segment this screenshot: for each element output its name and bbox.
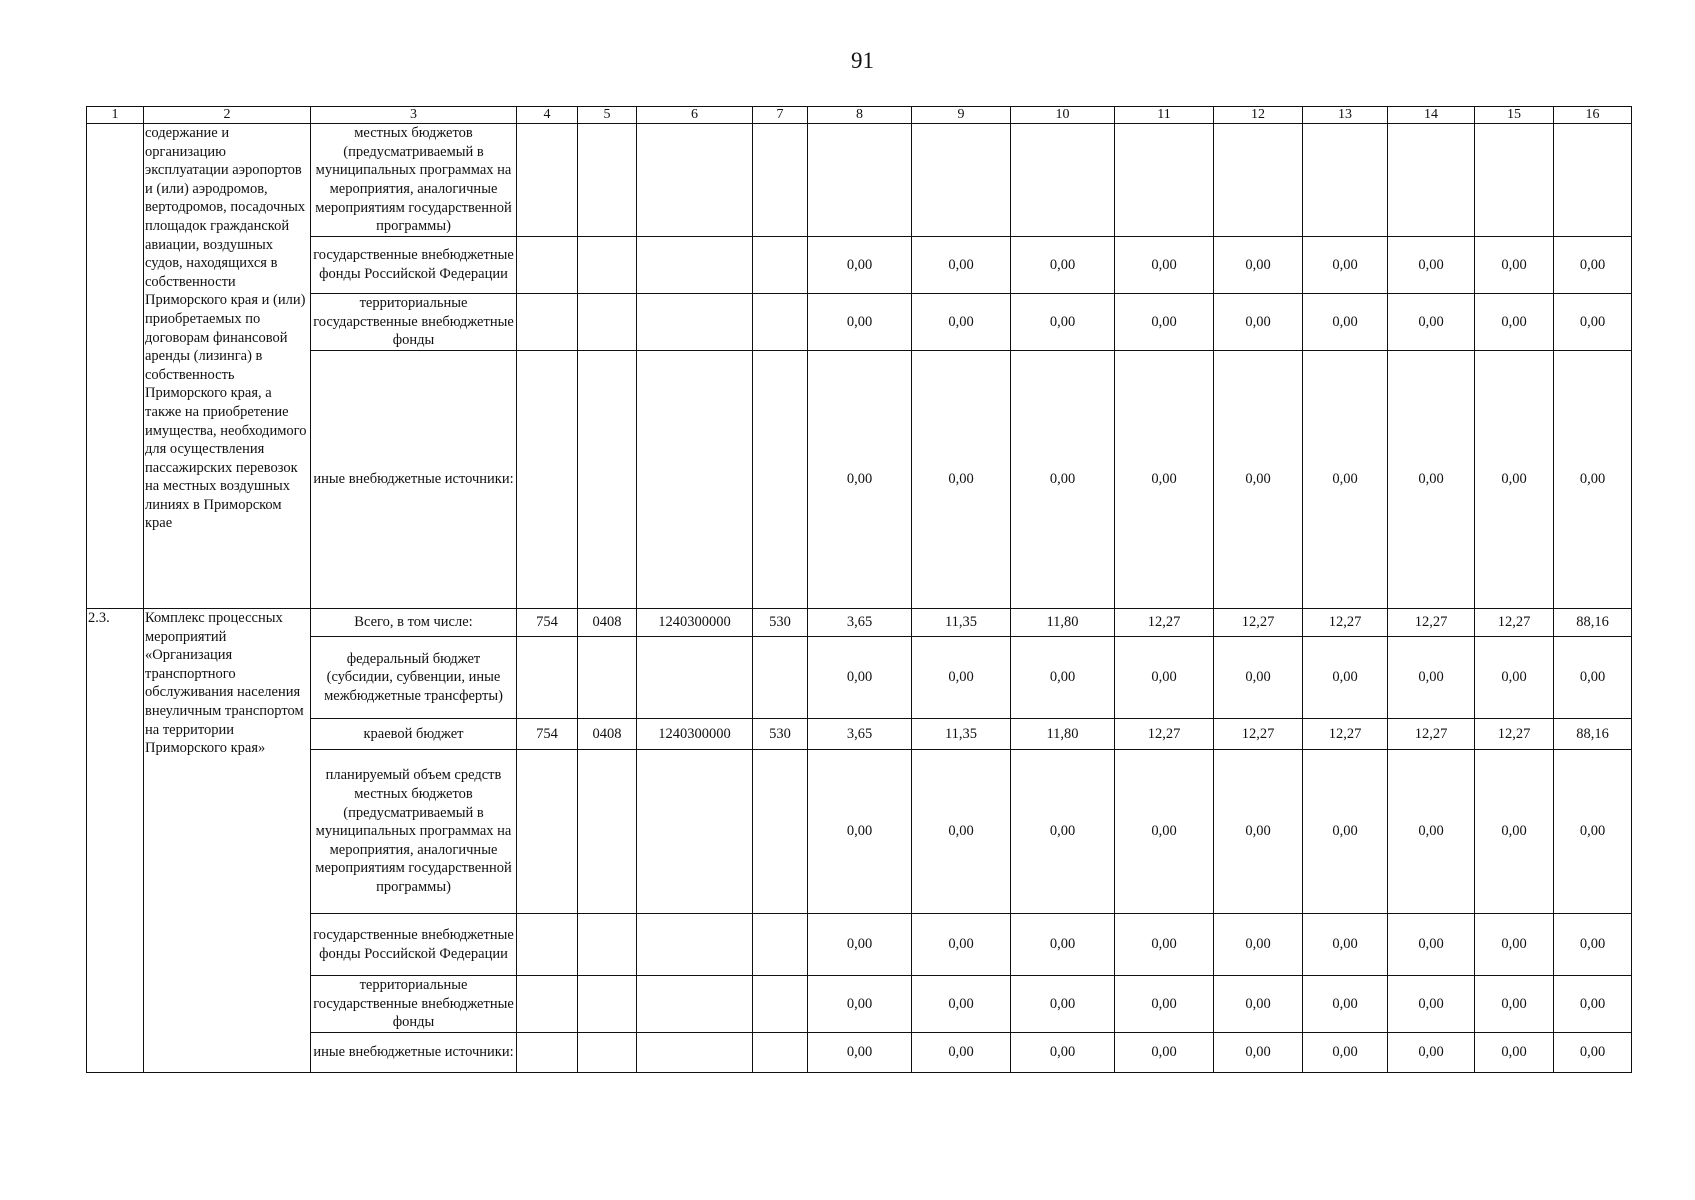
funding-source: планируемый объем средств местных бюджетов (предусматриваемый в муниципальных программах на мероприятия, аналогичные мероприятиям государственной программы) — [311, 750, 517, 914]
amount-cell: 0,00 — [1475, 637, 1554, 719]
amount-cell: 0,00 — [1388, 976, 1475, 1033]
column-header: 8 — [808, 107, 912, 124]
code-cell: 1240300000 — [637, 719, 753, 750]
row-number: 2.3. — [87, 609, 144, 1073]
amount-cell: 0,00 — [1214, 351, 1303, 609]
amount-cell: 0,00 — [1388, 637, 1475, 719]
column-header: 14 — [1388, 107, 1475, 124]
code-cell: 754 — [517, 609, 578, 637]
amount-cell: 0,00 — [1214, 637, 1303, 719]
code-cell — [578, 750, 637, 914]
code-cell: 0408 — [578, 609, 637, 637]
amount-cell: 0,00 — [1303, 976, 1388, 1033]
amount-cell: 0,00 — [1115, 914, 1214, 976]
amount-cell: 0,00 — [1303, 351, 1388, 609]
amount-cell: 0,00 — [1011, 976, 1115, 1033]
amount-cell — [1388, 124, 1475, 237]
amount-cell: 0,00 — [1388, 750, 1475, 914]
column-header: 10 — [1011, 107, 1115, 124]
amount-cell: 0,00 — [1115, 351, 1214, 609]
column-header: 9 — [912, 107, 1011, 124]
code-cell — [578, 637, 637, 719]
table-row — [87, 637, 1632, 719]
code-cell — [753, 976, 808, 1033]
amount-cell: 0,00 — [1011, 750, 1115, 914]
amount-cell: 0,00 — [1011, 637, 1115, 719]
amount-cell: 12,27 — [1303, 609, 1388, 637]
code-cell — [578, 294, 637, 351]
column-header: 16 — [1554, 107, 1632, 124]
column-header: 6 — [637, 107, 753, 124]
amount-cell: 3,65 — [808, 609, 912, 637]
amount-cell: 0,00 — [1388, 294, 1475, 351]
code-cell — [637, 124, 753, 237]
amount-cell: 0,00 — [1115, 294, 1214, 351]
amount-cell: 0,00 — [1115, 750, 1214, 914]
code-cell — [753, 124, 808, 237]
code-cell — [753, 750, 808, 914]
activity-name: содержание и организацию эксплуатации аэропортов и (или) аэродромов, вертодромов, посадочных площадок гражданской авиации, воздушных судов, находящихся в собственности Приморского края и (или) приобретаемых по договорам финансовой аренды (лизинга) в собственность Приморского края, а также на приобретение имущества, необходимого для осуществления пассажирских перевозок на местных воздушных линиях в Приморском крае — [144, 124, 311, 609]
funding-source: иные внебюджетные источники: — [311, 1032, 517, 1072]
table-row — [87, 719, 1632, 750]
funding-source: Всего, в том числе: — [311, 609, 517, 637]
amount-cell: 12,27 — [1214, 719, 1303, 750]
table-row — [87, 976, 1632, 1033]
amount-cell: 0,00 — [1011, 294, 1115, 351]
table-row — [87, 609, 1632, 637]
column-header: 5 — [578, 107, 637, 124]
amount-cell: 0,00 — [1115, 976, 1214, 1033]
table-row — [87, 351, 1632, 609]
amount-cell: 0,00 — [808, 237, 912, 294]
amount-cell — [1115, 124, 1214, 237]
amount-cell: 11,80 — [1011, 719, 1115, 750]
amount-cell: 0,00 — [1011, 1032, 1115, 1072]
amount-cell: 0,00 — [912, 976, 1011, 1033]
amount-cell: 0,00 — [1214, 294, 1303, 351]
code-cell — [753, 914, 808, 976]
funding-source: иные внебюджетные источники: — [311, 351, 517, 609]
amount-cell — [1011, 124, 1115, 237]
amount-cell: 0,00 — [1475, 351, 1554, 609]
amount-cell: 11,35 — [912, 719, 1011, 750]
amount-cell: 0,00 — [1554, 237, 1632, 294]
amount-cell — [1554, 124, 1632, 237]
amount-cell: 0,00 — [1214, 237, 1303, 294]
table-row — [87, 124, 1632, 237]
amount-cell: 0,00 — [1554, 294, 1632, 351]
amount-cell: 0,00 — [1388, 351, 1475, 609]
funding-source: государственные внебюджетные фонды Российской Федерации — [311, 914, 517, 976]
amount-cell: 0,00 — [1388, 914, 1475, 976]
code-cell: 1240300000 — [637, 609, 753, 637]
code-cell — [517, 237, 578, 294]
code-cell — [637, 237, 753, 294]
amount-cell: 0,00 — [912, 1032, 1011, 1072]
amount-cell: 12,27 — [1475, 609, 1554, 637]
amount-cell: 0,00 — [1011, 237, 1115, 294]
code-cell — [637, 750, 753, 914]
table-row — [87, 1032, 1632, 1072]
column-header: 3 — [311, 107, 517, 124]
column-header: 12 — [1214, 107, 1303, 124]
amount-cell: 3,65 — [808, 719, 912, 750]
amount-cell: 0,00 — [1011, 351, 1115, 609]
code-cell: 754 — [517, 719, 578, 750]
amount-cell: 88,16 — [1554, 719, 1632, 750]
amount-cell: 88,16 — [1554, 609, 1632, 637]
funding-source: территориальные государственные внебюджетные фонды — [311, 976, 517, 1033]
amount-cell: 0,00 — [1214, 1032, 1303, 1072]
code-cell — [637, 637, 753, 719]
amount-cell: 0,00 — [1303, 637, 1388, 719]
amount-cell: 0,00 — [1115, 1032, 1214, 1072]
amount-cell: 0,00 — [912, 637, 1011, 719]
amount-cell: 0,00 — [912, 351, 1011, 609]
amount-cell: 0,00 — [1388, 237, 1475, 294]
code-cell — [578, 976, 637, 1033]
amount-cell: 0,00 — [808, 294, 912, 351]
code-cell — [517, 351, 578, 609]
amount-cell: 0,00 — [1554, 1032, 1632, 1072]
amount-cell: 0,00 — [808, 637, 912, 719]
code-cell — [517, 750, 578, 914]
page-number: 91 — [851, 48, 874, 73]
amount-cell: 0,00 — [808, 1032, 912, 1072]
column-header: 13 — [1303, 107, 1388, 124]
code-cell — [753, 1032, 808, 1072]
code-cell — [637, 914, 753, 976]
amount-cell: 12,27 — [1115, 719, 1214, 750]
budget-table — [86, 106, 1632, 1073]
funding-source: государственные внебюджетные фонды Российской Федерации — [311, 237, 517, 294]
code-cell — [517, 124, 578, 237]
amount-cell: 0,00 — [1303, 237, 1388, 294]
code-cell — [517, 976, 578, 1033]
code-cell: 0408 — [578, 719, 637, 750]
table-row — [87, 237, 1632, 294]
code-cell — [637, 294, 753, 351]
amount-cell: 0,00 — [1303, 294, 1388, 351]
code-cell — [753, 351, 808, 609]
table-row — [87, 914, 1632, 976]
table-row — [87, 750, 1632, 914]
funding-source: федеральный бюджет (субсидии, субвенции, иные межбюджетные трансферты) — [311, 637, 517, 719]
row-number — [87, 124, 144, 609]
amount-cell: 11,80 — [1011, 609, 1115, 637]
amount-cell: 0,00 — [1475, 294, 1554, 351]
amount-cell: 0,00 — [912, 294, 1011, 351]
amount-cell: 11,35 — [912, 609, 1011, 637]
code-cell — [637, 1032, 753, 1072]
amount-cell: 0,00 — [1115, 237, 1214, 294]
amount-cell: 0,00 — [1475, 1032, 1554, 1072]
amount-cell: 12,27 — [1388, 609, 1475, 637]
amount-cell: 0,00 — [1214, 750, 1303, 914]
column-header: 2 — [144, 107, 311, 124]
column-header: 15 — [1475, 107, 1554, 124]
code-cell — [578, 914, 637, 976]
table-row — [87, 294, 1632, 351]
code-cell — [637, 351, 753, 609]
amount-cell: 0,00 — [912, 237, 1011, 294]
code-cell — [578, 237, 637, 294]
amount-cell: 0,00 — [1554, 976, 1632, 1033]
amount-cell: 0,00 — [1303, 750, 1388, 914]
code-cell — [753, 237, 808, 294]
amount-cell: 0,00 — [808, 914, 912, 976]
amount-cell: 12,27 — [1388, 719, 1475, 750]
amount-cell: 12,27 — [1115, 609, 1214, 637]
amount-cell: 12,27 — [1303, 719, 1388, 750]
amount-cell — [1303, 124, 1388, 237]
amount-cell: 0,00 — [1388, 1032, 1475, 1072]
column-header: 11 — [1115, 107, 1214, 124]
amount-cell: 0,00 — [1011, 914, 1115, 976]
column-header-row — [87, 107, 1632, 124]
amount-cell: 12,27 — [1214, 609, 1303, 637]
funding-source: местных бюджетов (предусматриваемый в муниципальных программах на мероприятия, аналогичные мероприятиям государственной программы) — [311, 124, 517, 237]
column-header: 1 — [87, 107, 144, 124]
column-header: 7 — [753, 107, 808, 124]
amount-cell: 0,00 — [808, 976, 912, 1033]
amount-cell: 0,00 — [1554, 351, 1632, 609]
amount-cell: 0,00 — [1303, 1032, 1388, 1072]
amount-cell: 0,00 — [1214, 914, 1303, 976]
funding-source: краевой бюджет — [311, 719, 517, 750]
code-cell — [753, 294, 808, 351]
code-cell — [517, 637, 578, 719]
code-cell: 530 — [753, 609, 808, 637]
amount-cell: 0,00 — [1303, 914, 1388, 976]
code-cell — [753, 637, 808, 719]
amount-cell: 0,00 — [1554, 750, 1632, 914]
amount-cell: 0,00 — [1214, 976, 1303, 1033]
code-cell — [578, 351, 637, 609]
code-cell — [637, 976, 753, 1033]
code-cell — [578, 124, 637, 237]
code-cell — [517, 1032, 578, 1072]
amount-cell: 0,00 — [808, 351, 912, 609]
amount-cell: 0,00 — [1475, 976, 1554, 1033]
amount-cell: 0,00 — [912, 914, 1011, 976]
amount-cell — [808, 124, 912, 237]
amount-cell: 0,00 — [1475, 914, 1554, 976]
amount-cell — [1475, 124, 1554, 237]
amount-cell: 0,00 — [808, 750, 912, 914]
amount-cell: 12,27 — [1475, 719, 1554, 750]
code-cell — [517, 294, 578, 351]
amount-cell: 0,00 — [1115, 637, 1214, 719]
funding-source: территориальные государственные внебюджетные фонды — [311, 294, 517, 351]
code-cell: 530 — [753, 719, 808, 750]
amount-cell: 0,00 — [1475, 750, 1554, 914]
activity-name: Комплекс процессных мероприятий «Организация транспортного обслуживания населения внеуличным транспортом на территории Приморского края» — [144, 609, 311, 1073]
amount-cell — [1214, 124, 1303, 237]
amount-cell — [912, 124, 1011, 237]
amount-cell: 0,00 — [912, 750, 1011, 914]
code-cell — [517, 914, 578, 976]
column-header: 4 — [517, 107, 578, 124]
amount-cell: 0,00 — [1554, 637, 1632, 719]
amount-cell: 0,00 — [1475, 237, 1554, 294]
code-cell — [578, 1032, 637, 1072]
amount-cell: 0,00 — [1554, 914, 1632, 976]
